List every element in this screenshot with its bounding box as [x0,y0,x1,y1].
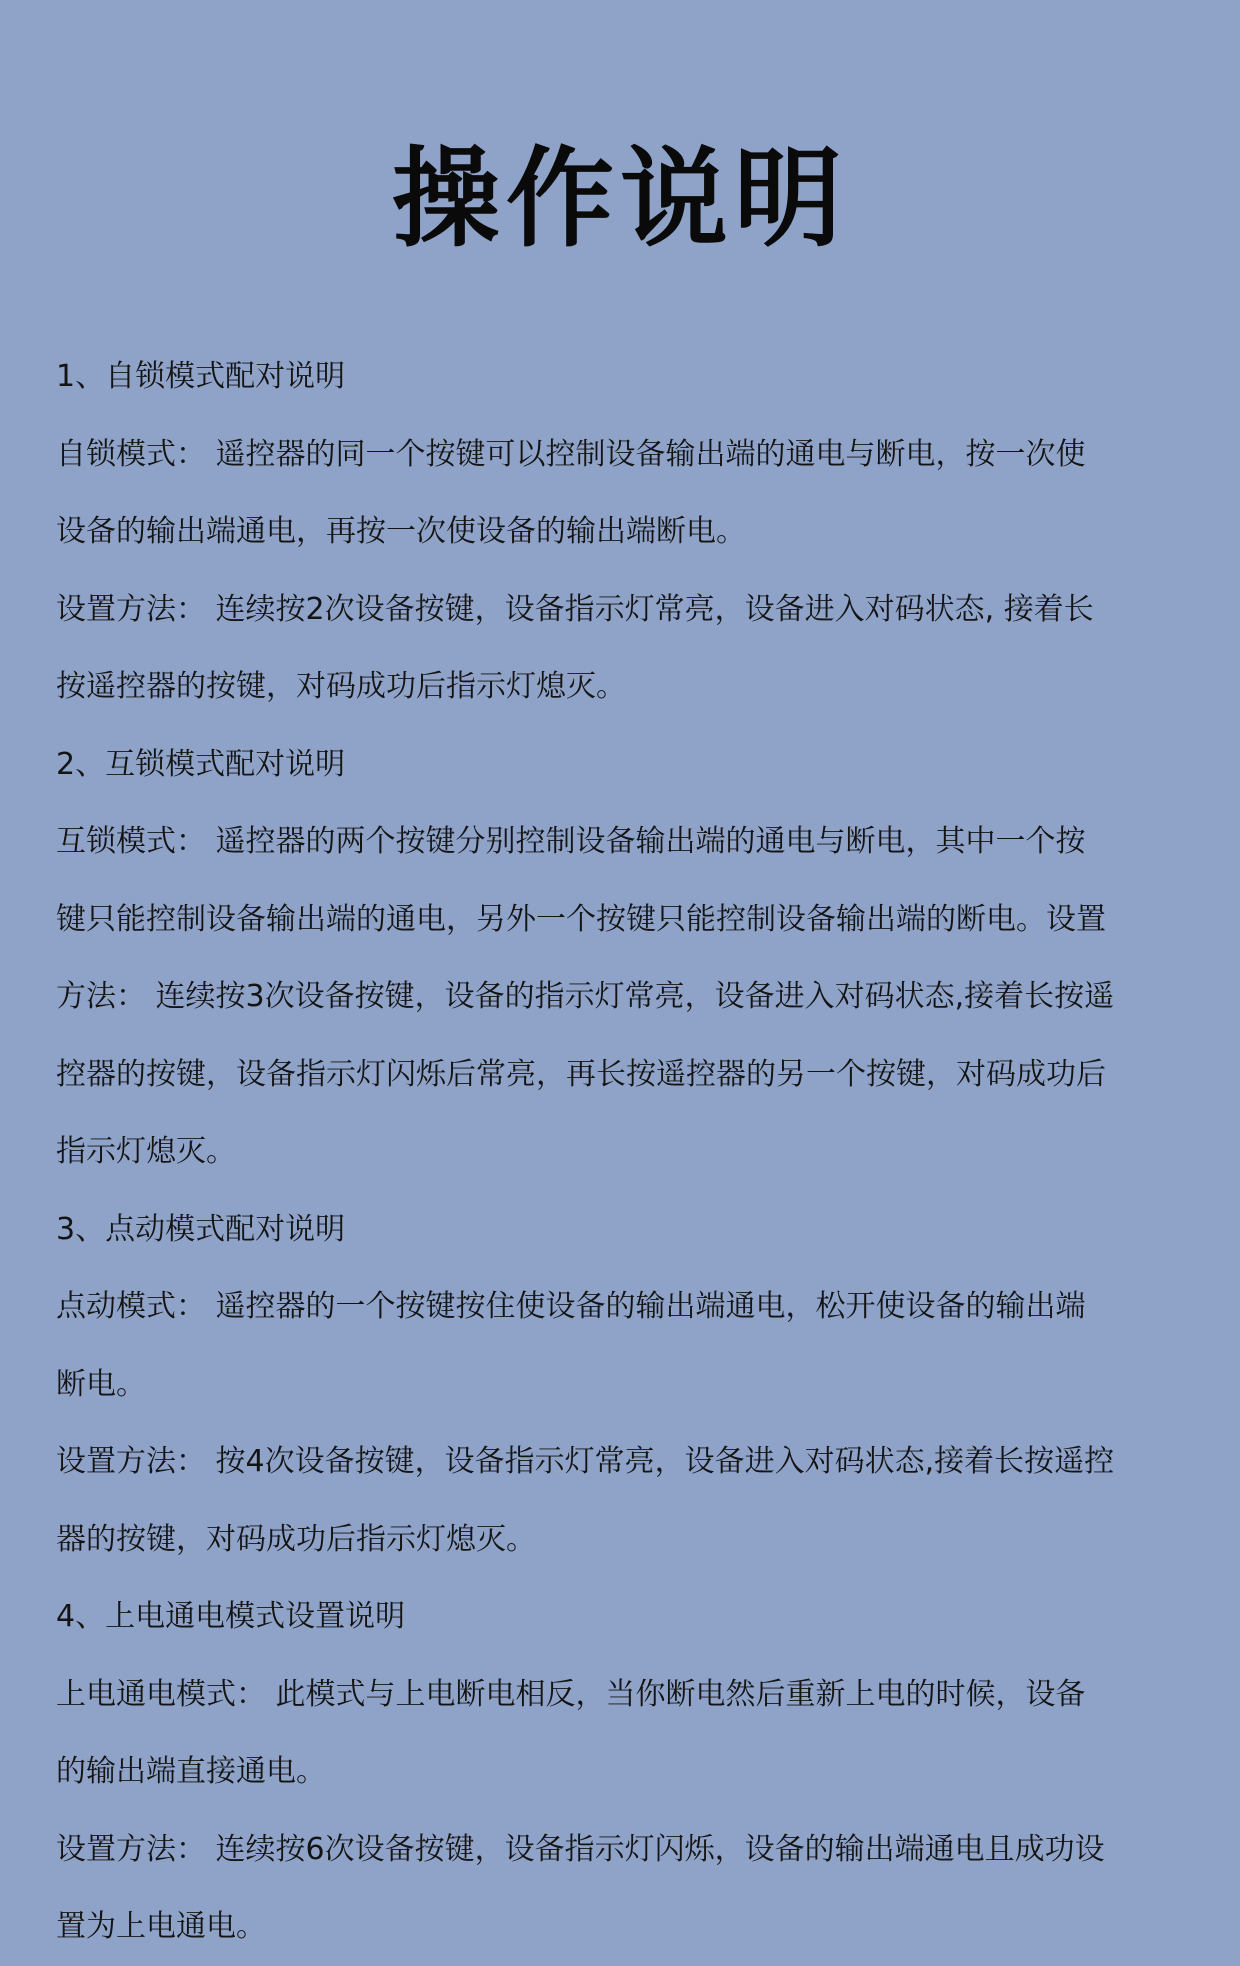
paragraph-line: 设置方法： 连续按6次设备按键，设备指示灯闪烁，设备的输出端通电且成功设 [56,1831,1105,1867]
section-heading: 3、点动模式配对说明 [56,1211,346,1247]
section-heading: 1、自锁模式配对说明 [56,359,346,394]
paragraph-line: 控器的按键，设备指示灯闪烁后常亮，再长按遥控器的另一个按键，对码成功后 [56,1056,1106,1092]
paragraph-line: 指示灯熄灭。 [56,1134,236,1169]
paragraph-line: 设置方法： 连续按2次设备按键，设备指示灯常亮，设备进入对码状态, 接着长 [56,591,1094,627]
paragraph-line: 设置方法： 按4次设备按键，设备指示灯常亮，设备进入对码状态,接着长按遥控 [56,1444,1115,1479]
paragraph-line: 自锁模式： 遥控器的同一个按键可以控制设备输出端的通电与断电，按一次使 [56,436,1086,472]
paragraph-line: 设备的输出端通电，再按一次使设备的输出端断电。 [56,514,746,549]
section-heading: 2、互锁模式配对说明 [56,746,346,782]
instruction-body [56,338,1184,1966]
paragraph-line: 键只能控制设备输出端的通电，另外一个按键只能控制设备输出端的断电。设置 [56,901,1106,937]
paragraph-line: 点动模式： 遥控器的一个按键按住使设备的输出端通电，松开使设备的输出端 [56,1289,1086,1324]
paragraph-line: 互锁模式： 遥控器的两个按键分别控制设备输出端的通电与断电，其中一个按 [56,824,1086,859]
paragraph-line: 断电。 [56,1366,146,1402]
paragraph-line: 上电通电模式： 此模式与上电断电相反，当你断电然后重新上电的时候，设备 [56,1676,1086,1712]
paragraph-line: 置为上电通电。 [56,1909,266,1944]
page-title: 操作说明 [391,137,848,262]
paragraph-line: 器的按键，对码成功后指示灯熄灭。 [56,1521,536,1557]
paragraph-line: 的输出端直接通电。 [56,1754,326,1789]
paragraph-line: 按遥控器的按键，对码成功后指示灯熄灭。 [56,669,626,704]
paragraph-line: 方法： 连续按3次设备按键，设备的指示灯常亮，设备进入对码状态,接着长按遥 [56,979,1115,1014]
section-heading: 4、上电通电模式设置说明 [56,1599,406,1634]
